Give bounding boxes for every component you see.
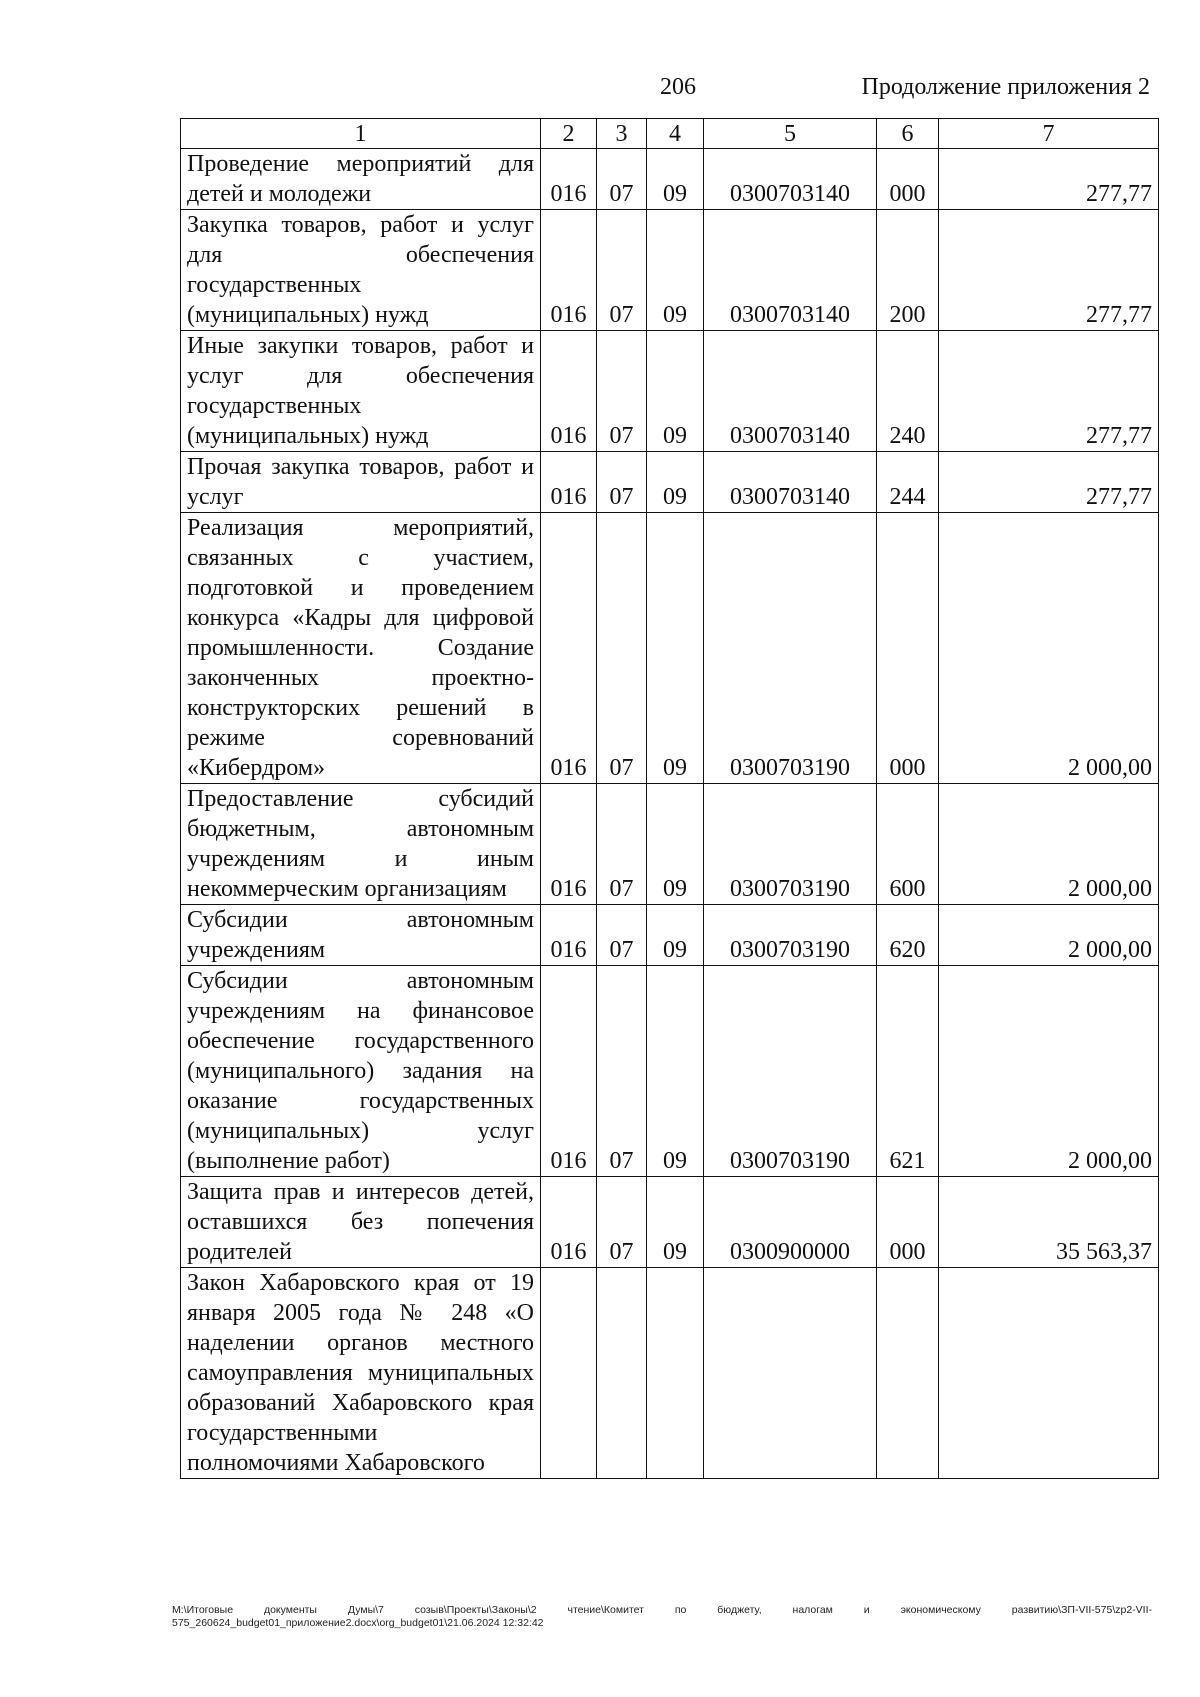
amount-cell: 2 000,00	[939, 513, 1159, 784]
code-cell: 016	[541, 1177, 597, 1268]
code-cell: 07	[597, 331, 647, 452]
table-row	[181, 331, 1159, 452]
code-cell: 016	[541, 784, 597, 905]
code-cell: 000	[877, 1177, 939, 1268]
page-header	[0, 74, 1200, 108]
row-name-cell: Субсидии автономным учреждениям на финансовое обеспечение государственного (муниципального) задания на оказание государственных (муниципальных) услуг (выполнение работ)	[181, 966, 541, 1177]
code-cell: 620	[877, 905, 939, 966]
code-cell: 09	[647, 966, 704, 1177]
code-cell: 0300900000	[704, 1177, 877, 1268]
code-cell: 000	[877, 149, 939, 210]
code-cell	[704, 1268, 877, 1479]
code-cell: 016	[541, 210, 597, 331]
code-cell: 09	[647, 513, 704, 784]
code-cell: 07	[597, 210, 647, 331]
table-row	[181, 784, 1159, 905]
code-cell: 09	[647, 905, 704, 966]
code-cell	[541, 1268, 597, 1479]
code-cell: 0300703190	[704, 905, 877, 966]
table-row	[181, 905, 1159, 966]
code-cell: 200	[877, 210, 939, 331]
code-cell: 07	[597, 452, 647, 513]
code-cell: 07	[597, 513, 647, 784]
column-header: 2	[541, 119, 597, 149]
code-cell: 000	[877, 513, 939, 784]
code-cell: 240	[877, 331, 939, 452]
code-cell: 600	[877, 784, 939, 905]
code-cell: 09	[647, 331, 704, 452]
code-cell: 244	[877, 452, 939, 513]
code-cell: 016	[541, 966, 597, 1177]
code-cell	[647, 1268, 704, 1479]
code-cell: 0300703190	[704, 966, 877, 1177]
code-cell: 07	[597, 905, 647, 966]
row-name-cell: Закон Хабаровского края от 19 января 2005 года № 248 «О наделении органов местного самоуправления муниципальных образований Хабаровского края государственными полномочиями Хабаровского	[181, 1268, 541, 1479]
table-row	[181, 1268, 1159, 1479]
code-cell: 09	[647, 784, 704, 905]
code-cell: 09	[647, 452, 704, 513]
amount-cell: 2 000,00	[939, 784, 1159, 905]
code-cell	[877, 1268, 939, 1479]
amount-cell: 277,77	[939, 452, 1159, 513]
code-cell: 09	[647, 210, 704, 331]
row-name-cell: Предоставление субсидий бюджетным, автономным учреждениям и иным некоммерческим организациям	[181, 784, 541, 905]
column-header: 1	[181, 119, 541, 149]
table-row	[181, 452, 1159, 513]
code-cell: 016	[541, 513, 597, 784]
amount-cell: 2 000,00	[939, 905, 1159, 966]
code-cell: 0300703190	[704, 784, 877, 905]
code-cell: 07	[597, 966, 647, 1177]
row-name-cell: Реализация мероприятий, связанных с участием, подготовкой и проведением конкурса «Кадры для цифровой промышленности. Создание законченных проектно-конструкторских решений в режиме соревнований «Кибердром»	[181, 513, 541, 784]
code-cell: 07	[597, 1177, 647, 1268]
code-cell: 09	[647, 149, 704, 210]
amount-cell: 277,77	[939, 210, 1159, 331]
row-name-cell: Проведение мероприятий для детей и молодежи	[181, 149, 541, 210]
table-row	[181, 966, 1159, 1177]
column-number-row	[181, 119, 1159, 149]
amount-cell: 277,77	[939, 149, 1159, 210]
table-row	[181, 513, 1159, 784]
code-cell: 0300703140	[704, 149, 877, 210]
code-cell	[597, 1268, 647, 1479]
code-cell: 0300703190	[704, 513, 877, 784]
continuation-label: Продолжение приложения 2	[861, 74, 1150, 100]
code-cell: 016	[541, 452, 597, 513]
amount-cell: 35 563,37	[939, 1177, 1159, 1268]
code-cell: 0300703140	[704, 331, 877, 452]
amount-cell: 2 000,00	[939, 966, 1159, 1177]
code-cell: 016	[541, 331, 597, 452]
column-header: 5	[704, 119, 877, 149]
code-cell: 016	[541, 905, 597, 966]
amount-cell	[939, 1268, 1159, 1479]
footer-file-path: M:\Итоговые документы Думы\7 созыв\Проекты\Законы\2 чтение\Комитет по бюджету, налогам и экономическому развитию\ЗП-VII-575\zp2-VII-575_260624_budget01_приложение2.docx\org_budget01\21.06.2024 12:32:42	[172, 1604, 1152, 1629]
code-cell: 0300703140	[704, 210, 877, 331]
table-row	[181, 1177, 1159, 1268]
code-cell: 016	[541, 149, 597, 210]
column-header: 3	[597, 119, 647, 149]
code-cell: 07	[597, 149, 647, 210]
row-name-cell: Субсидии автономным учреждениям	[181, 905, 541, 966]
column-header: 7	[939, 119, 1159, 149]
table-row	[181, 210, 1159, 331]
code-cell: 621	[877, 966, 939, 1177]
page-number: 206	[660, 74, 696, 100]
code-cell: 09	[647, 1177, 704, 1268]
budget-table	[180, 118, 1159, 1479]
amount-cell: 277,77	[939, 331, 1159, 452]
column-header: 6	[877, 119, 939, 149]
row-name-cell: Иные закупки товаров, работ и услуг для обеспечения государственных (муниципальных) нужд	[181, 331, 541, 452]
code-cell: 0300703140	[704, 452, 877, 513]
table-row	[181, 149, 1159, 210]
code-cell: 07	[597, 784, 647, 905]
row-name-cell: Прочая закупка товаров, работ и услуг	[181, 452, 541, 513]
row-name-cell: Защита прав и интересов детей, оставшихся без попечения родителей	[181, 1177, 541, 1268]
row-name-cell: Закупка товаров, работ и услуг для обеспечения государственных (муниципальных) нужд	[181, 210, 541, 331]
column-header: 4	[647, 119, 704, 149]
